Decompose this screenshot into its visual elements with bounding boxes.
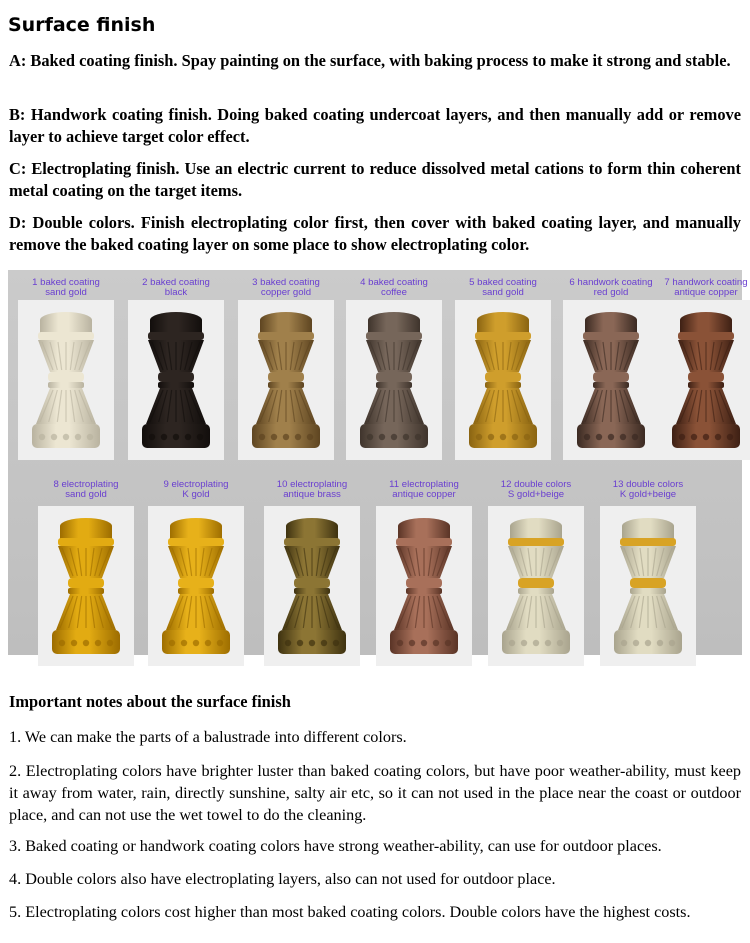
swatch-label-line2: antique copper	[674, 287, 738, 298]
swatch-label-2	[128, 278, 224, 298]
finish-swatch-photo-panel	[8, 270, 748, 655]
swatch-label-line2: antique brass	[283, 489, 341, 500]
note-item-3: 3. Baked coating or handwork coating colors have strong weather-ability, can use for outdoor places.	[9, 837, 662, 855]
swatch-label-line1: 2 baked coating	[142, 277, 210, 288]
note-item-5: 5. Electroplating colors cost higher than most baked coating colors. Double colors have the highest costs.	[9, 903, 691, 921]
swatch-photo-10	[264, 506, 360, 666]
page-title: Surface finish	[8, 14, 156, 36]
swatch-label-line2: red gold	[593, 287, 629, 298]
swatch-photo-1	[18, 300, 114, 460]
note-item-1: 1. We can make the parts of a balustrade into different colors.	[9, 728, 407, 746]
swatch-label-line2: copper gold	[260, 287, 312, 298]
swatch-label-6	[563, 278, 659, 298]
baluster-finial-icon	[346, 300, 442, 460]
swatch-label-9	[148, 480, 244, 500]
note-item-4: 4. Double colors also have electroplating layers, also can not used for outdoor place.	[9, 870, 556, 888]
finish-c-description: C: Electroplating finish. Use an electric current to reduce dissolved metal cations to form thin coherent metal coating on the target items.	[9, 159, 741, 200]
swatch-label-line1: 1 baked coating	[32, 277, 100, 288]
swatch-label-line2: sand gold	[482, 287, 524, 298]
swatch-photo-3	[238, 300, 334, 460]
baluster-finial-icon	[658, 300, 750, 460]
swatch-label-line1: 12 double colors	[500, 479, 572, 490]
notes-heading: Important notes about the surface finish	[9, 692, 291, 711]
swatch-photo-7	[658, 300, 750, 460]
swatch-label-line2: K gold	[182, 489, 210, 500]
swatch-label-line1: 4 baked coating	[360, 277, 428, 288]
baluster-finial-icon	[376, 506, 472, 666]
swatch-photo-6	[563, 300, 659, 460]
baluster-finial-icon	[38, 506, 134, 666]
baluster-finial-icon	[238, 300, 334, 460]
swatch-label-5	[455, 278, 551, 298]
baluster-finial-icon	[148, 506, 244, 666]
baluster-finial-icon	[563, 300, 659, 460]
swatch-label-line2: sand gold	[65, 489, 107, 500]
swatch-label-7	[658, 278, 750, 298]
swatch-photo-9	[148, 506, 244, 666]
swatch-label-13	[600, 480, 696, 500]
swatch-photo-11	[376, 506, 472, 666]
finish-b-description: B: Handwork coating finish. Doing baked coating undercoat layers, and then manually add or remove layer to achieve target color effect.	[9, 105, 741, 146]
swatch-label-10	[264, 480, 360, 500]
swatch-label-line2: sand gold	[45, 287, 87, 298]
swatch-label-1	[18, 278, 114, 298]
swatch-label-line1: 7 handwork coating	[664, 277, 748, 288]
note-item-2: 2. Electroplating colors have brighter luster than baked coating colors, but have poor weather-ability, must keep it away from water, rain, directly sunshine, salty air etc, so it can not used in the place near the coast or outdoor place, and can not use the wet towel to do the cleaning.	[9, 762, 741, 824]
baluster-finial-icon	[18, 300, 114, 460]
swatch-label-12	[488, 480, 584, 500]
swatch-label-line2: antique copper	[392, 489, 456, 500]
baluster-finial-icon	[600, 506, 696, 666]
swatch-label-line1: 6 handwork coating	[569, 277, 653, 288]
swatch-label-line1: 13 double colors	[612, 479, 684, 490]
swatch-label-line1: 8 electroplating	[53, 479, 119, 490]
swatch-label-4	[346, 278, 442, 298]
swatch-label-line1: 11 electroplating	[389, 479, 459, 490]
swatch-label-line1: 3 baked coating	[252, 277, 320, 288]
swatch-photo-2	[128, 300, 224, 460]
swatch-label-8	[38, 480, 134, 500]
swatch-photo-4	[346, 300, 442, 460]
baluster-finial-icon	[455, 300, 551, 460]
swatch-photo-12	[488, 506, 584, 666]
swatch-label-line2: black	[164, 287, 188, 298]
finish-a-description: A: Baked coating finish. Spay painting on the surface, with baking process to make it strong and stable.	[9, 51, 731, 70]
swatch-label-line1: 9 electroplating	[163, 479, 229, 490]
swatch-photo-8	[38, 506, 134, 666]
swatch-label-3	[238, 278, 334, 298]
swatch-label-line1: 5 baked coating	[469, 277, 537, 288]
swatch-photo-13	[600, 506, 696, 666]
swatch-label-line2: S gold+beige	[507, 489, 565, 500]
swatch-label-11	[376, 480, 472, 500]
baluster-finial-icon	[264, 506, 360, 666]
swatch-photo-5	[455, 300, 551, 460]
baluster-finial-icon	[128, 300, 224, 460]
swatch-label-line2: coffee	[381, 287, 407, 298]
swatch-label-line2: K gold+beige	[619, 489, 677, 500]
swatch-label-line1: 10 electroplating	[276, 479, 348, 490]
baluster-finial-icon	[488, 506, 584, 666]
finish-d-description: D: Double colors. Finish electroplating color first, then cover with baked coating layer, and manually remove the baked coating layer on some place to show electroplating color.	[9, 213, 741, 254]
